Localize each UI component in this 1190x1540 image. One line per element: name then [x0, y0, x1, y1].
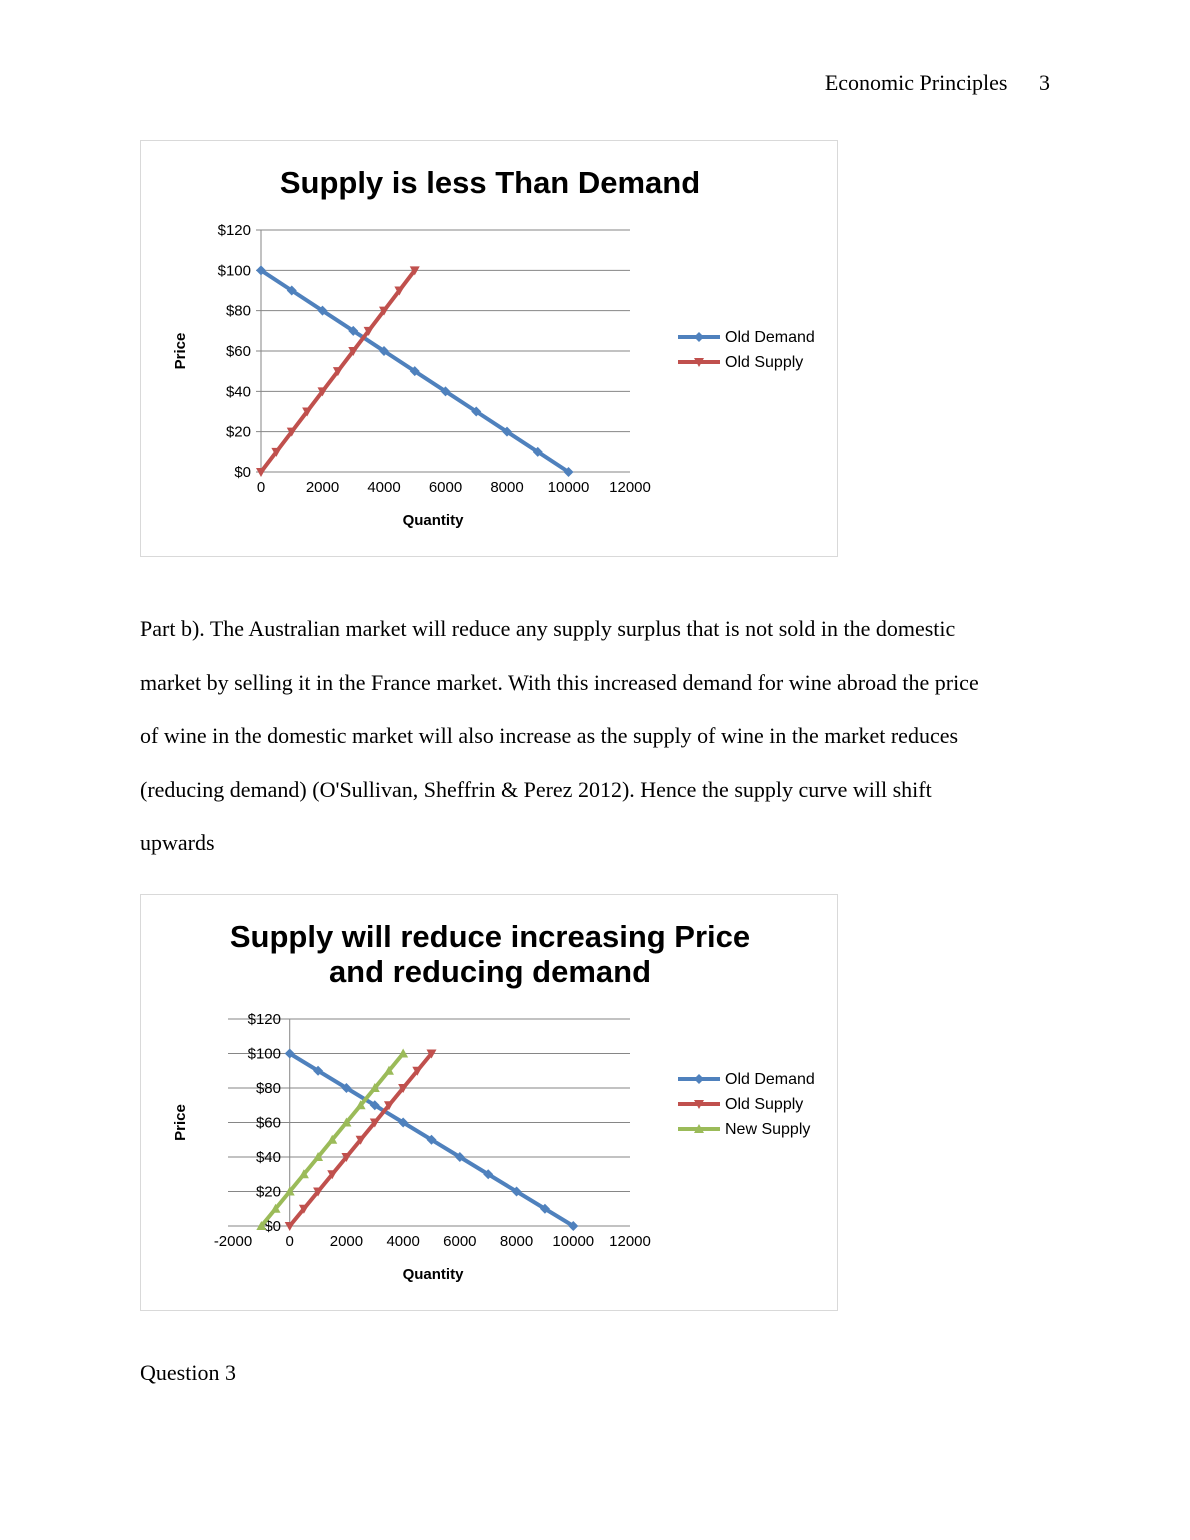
paragraph-line: (reducing demand) (O'Sullivan, Sheffrin & Perez 2012). Hence the supply curve will shift [140, 776, 932, 802]
chart-1-svg [141, 141, 839, 558]
x-tick-label: 0 [285, 1233, 294, 1250]
chart-title: Supply will reduce increasing Price [229, 919, 751, 954]
legend-label: Old Supply [725, 354, 804, 371]
y-axis-title: Price [172, 1104, 189, 1141]
x-tick-label: 0 [256, 479, 266, 496]
y-tick-label: $100 [247, 1045, 281, 1063]
legend-label: Old Supply [725, 1096, 804, 1113]
x-tick-label: 6000 [428, 479, 463, 496]
y-tick-label: $80 [255, 1080, 281, 1097]
y-tick-label: $100 [217, 262, 251, 280]
y-tick-label: $20 [225, 423, 251, 441]
x-tick-label: 12000 [609, 1233, 651, 1250]
paragraph-line: upwards [140, 830, 215, 856]
y-tick-label: $80 [225, 302, 251, 320]
x-tick-label: 8000 [490, 479, 524, 496]
chart-2-svg [141, 895, 839, 1312]
x-tick-label: 6000 [443, 1233, 477, 1250]
page-number: 3 [1039, 70, 1050, 95]
chart-supply-less-than-demand [140, 140, 838, 557]
chart-title: Supply is less Than Demand [279, 165, 701, 200]
paragraph-line: Part b). The Australian market will reduce any supply surplus that is not sold in the domestic [140, 616, 956, 641]
page-header [825, 70, 1050, 96]
legend-label: Old Demand [725, 1071, 815, 1088]
legend-label: New Supply [725, 1121, 811, 1138]
body-paragraph [140, 602, 1050, 870]
x-tick-label: 4000 [367, 479, 401, 496]
x-tick-label: 10000 [547, 479, 590, 496]
legend-marker [694, 332, 704, 342]
x-tick-label: 2000 [305, 479, 340, 496]
question-heading: Question 3 [140, 1360, 236, 1385]
x-axis-title: Quantity [402, 1266, 464, 1283]
x-tick-label: 2000 [329, 1233, 364, 1250]
paragraph-line: of wine in the domestic market will also increase as the supply of wine in the market reduces [140, 723, 959, 749]
legend-marker [694, 1074, 704, 1084]
y-tick-label: $120 [247, 1011, 281, 1028]
y-tick-label: $20 [255, 1183, 281, 1201]
y-tick-label: $40 [225, 383, 251, 401]
x-tick-label: 8000 [499, 1233, 534, 1250]
y-tick-label: $120 [217, 222, 251, 239]
y-tick-label: $40 [255, 1149, 281, 1166]
legend-label: Old Demand [725, 329, 815, 346]
header-title: Economic Principles [824, 70, 1008, 95]
y-tick-label: $60 [255, 1114, 281, 1132]
x-tick-label: 12000 [609, 479, 651, 496]
paragraph-line: market by selling it in the France market. With this increased demand for wine abroad the price [140, 669, 979, 695]
y-tick-label: $0 [234, 464, 251, 481]
x-tick-label: 10000 [552, 1233, 595, 1250]
y-tick-label: $0 [264, 1218, 281, 1235]
x-tick-label: -2000 [213, 1233, 253, 1250]
x-tick-label: 4000 [386, 1233, 420, 1250]
y-tick-label: $60 [225, 343, 251, 360]
y-axis-title: Price [172, 332, 189, 370]
chart-title: and reducing demand [328, 954, 652, 989]
chart-supply-reduce-increasing-price [140, 894, 838, 1311]
x-axis-title: Quantity [402, 512, 464, 529]
